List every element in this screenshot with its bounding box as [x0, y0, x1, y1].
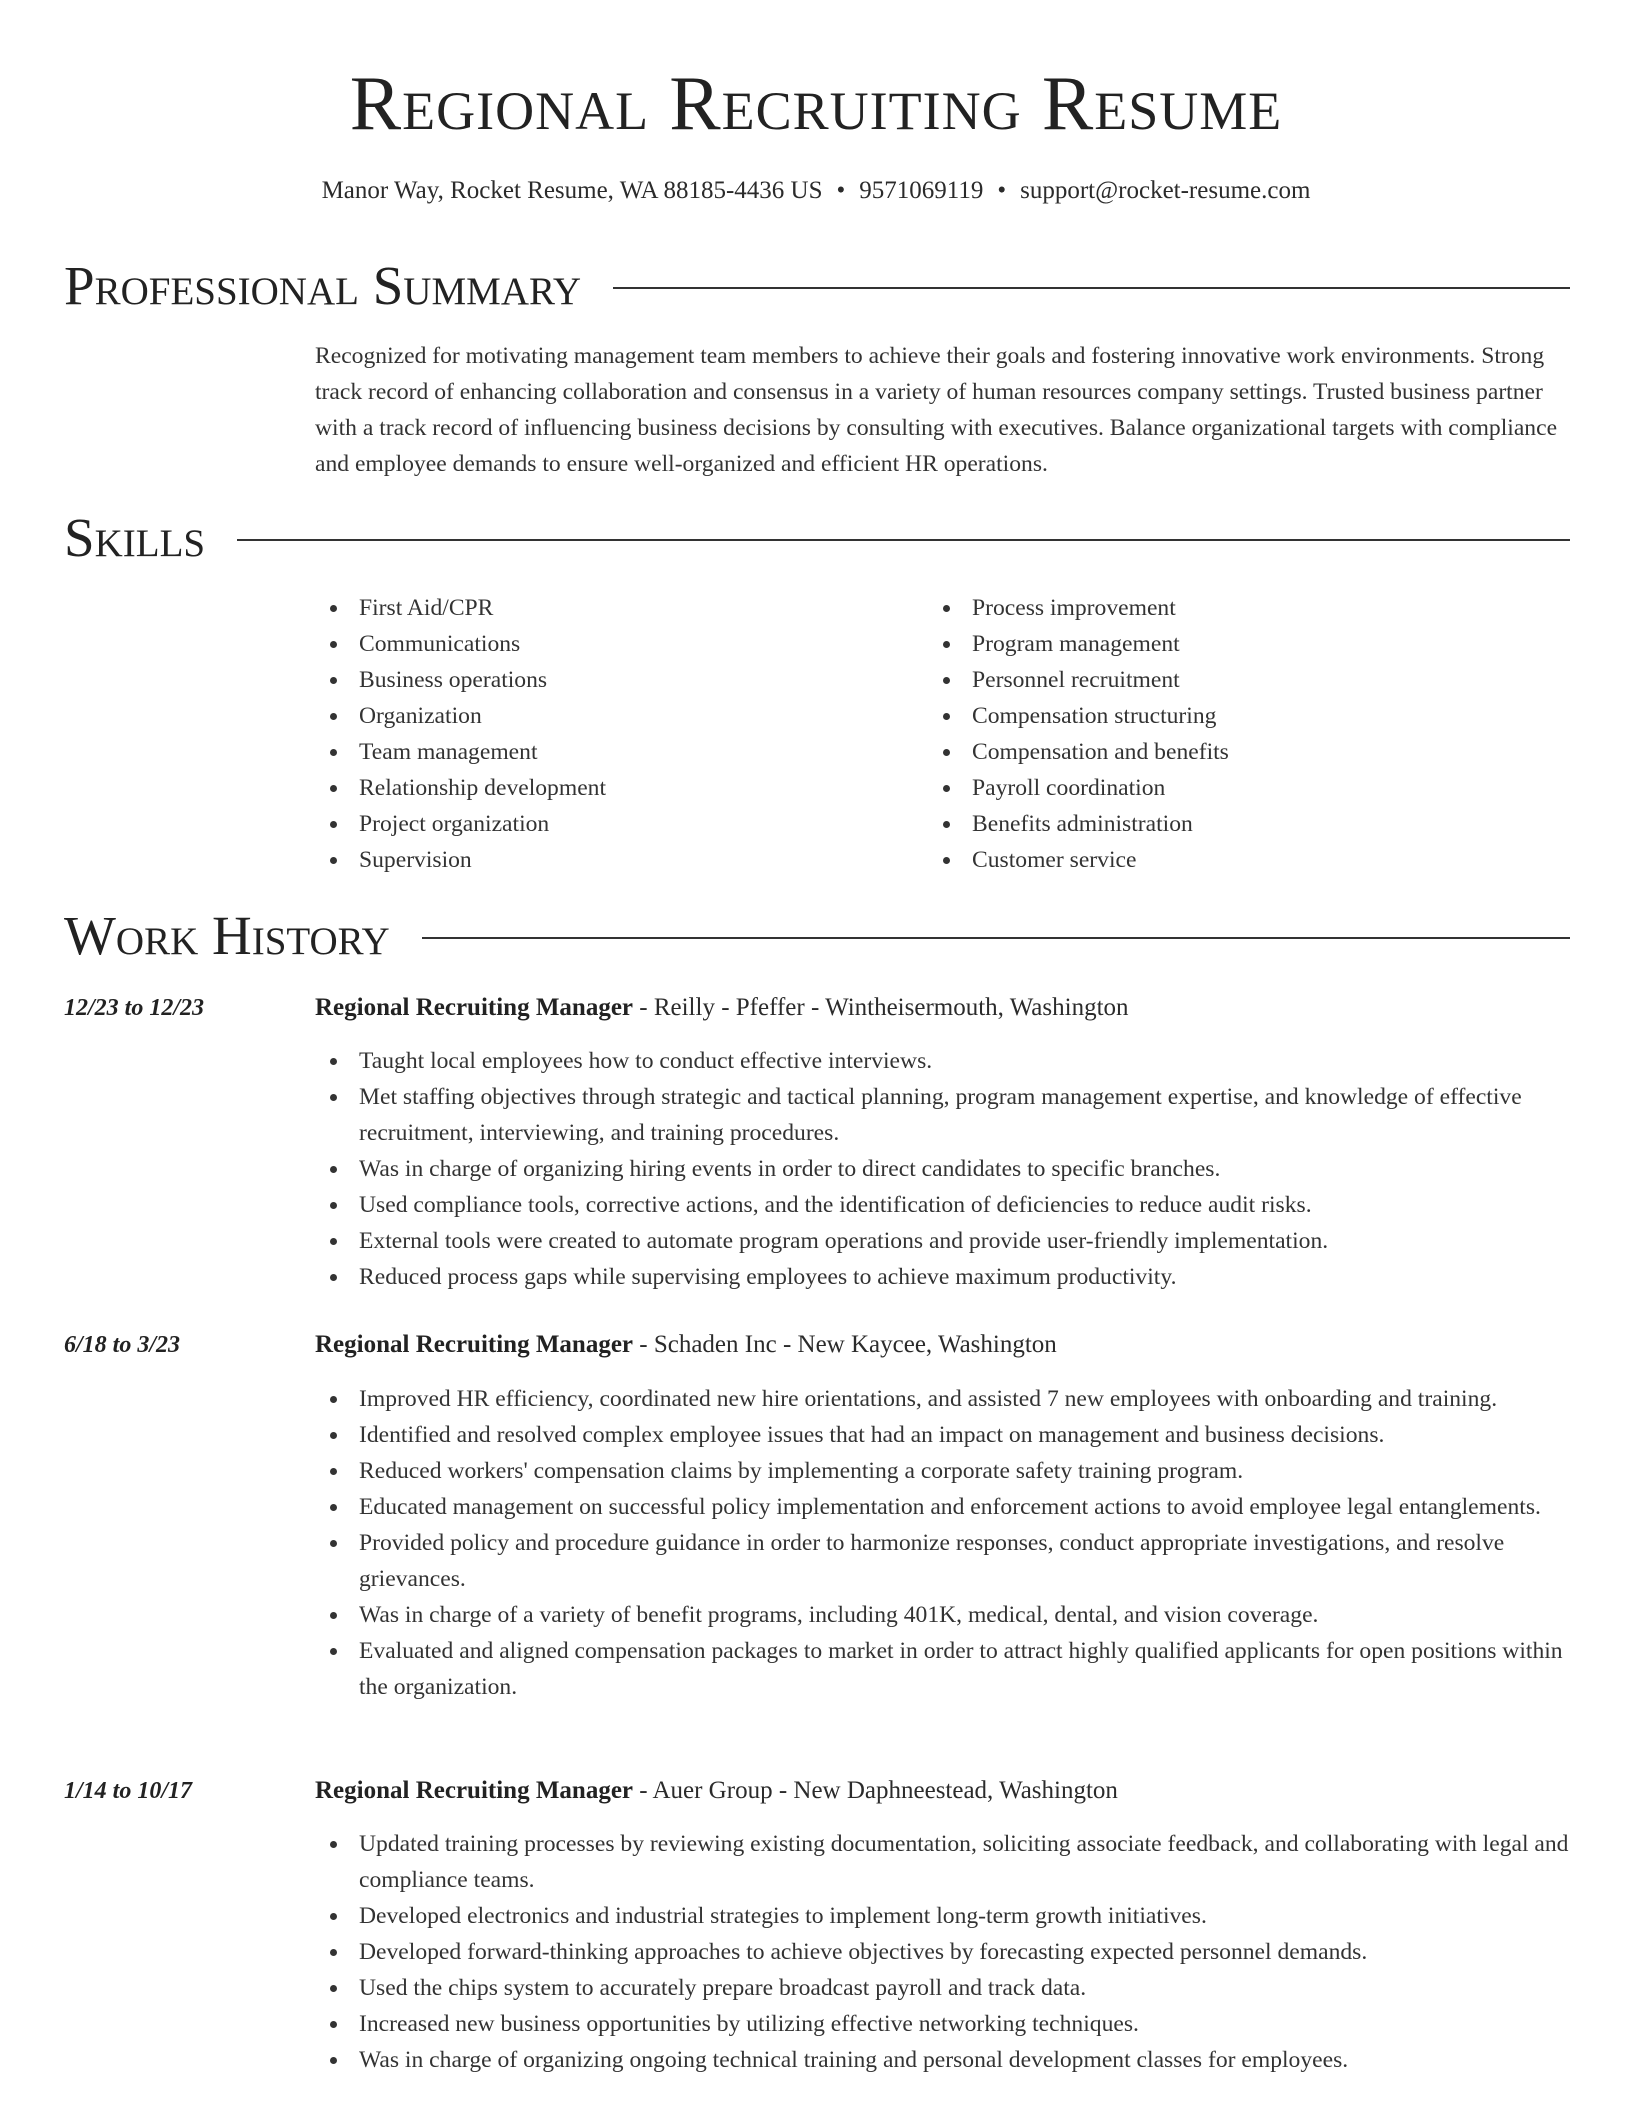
job-role: Regional Recruiting Manager	[315, 994, 634, 1021]
job-title-line	[315, 990, 1570, 1026]
job-company: - Reilly - Pfeffer - Wintheisermouth, Washington	[633, 994, 1129, 1021]
skill-item: Supervision	[315, 842, 915, 878]
section-divider	[613, 287, 1570, 289]
skill-item: Business operations	[315, 662, 915, 698]
work-history-heading: Work History	[64, 905, 390, 966]
summary-section-header	[64, 255, 1570, 317]
job-bullet: Increased new business opportunities by utilizing effective networking techniques.	[315, 2006, 1575, 2042]
summary-heading: Professional Summary	[64, 255, 582, 316]
job-bullet: Developed electronics and industrial strategies to implement long-term growth initiatives.	[315, 1898, 1575, 1934]
skills-heading: Skills	[64, 507, 206, 568]
skills-list-right	[928, 590, 1528, 878]
job-title-line	[315, 1327, 1570, 1363]
job-bullet: Was in charge of organizing ongoing technical training and personal development classes for employees.	[315, 2042, 1575, 2078]
job-bullet: Was in charge of organizing hiring events in order to direct candidates to specific branches.	[315, 1151, 1575, 1187]
skill-item: Team management	[315, 734, 915, 770]
job-bullets	[315, 1381, 1575, 1705]
skill-item: Organization	[315, 698, 915, 734]
job-company: - Auer Group - New Daphneestead, Washington	[633, 1777, 1118, 1804]
job-dates: 1/14 to 10/17	[64, 1778, 193, 1804]
contact-separator: •	[836, 177, 846, 204]
job-dates: 6/18 to 3/23	[64, 1332, 181, 1358]
skill-item: Compensation structuring	[928, 698, 1528, 734]
job-bullet: Educated management on successful policy implementation and enforcement actions to avoid employee legal entanglements.	[315, 1489, 1575, 1525]
skill-item: Process improvement	[928, 590, 1528, 626]
skills-section-header	[64, 507, 1570, 569]
job-bullet: Taught local employees how to conduct effective interviews.	[315, 1043, 1575, 1079]
skill-item: Compensation and benefits	[928, 734, 1528, 770]
summary-text: Recognized for motivating management team members to achieve their goals and fostering innovative work environments. Strong track record of enhancing collaboration and consensus in a variety of human resources company settings. Trusted business partner with a track record of influencing business decisions by consulting with executives. Balance organizational targets with compliance and employee demands to ensure well-organized and efficient HR operations.	[315, 343, 1558, 477]
skill-item: Program management	[928, 626, 1528, 662]
skill-item: Benefits administration	[928, 806, 1528, 842]
job-bullets	[315, 1826, 1575, 2078]
job-bullet: Used compliance tools, corrective actions, and the identification of deficiencies to reduce audit risks.	[315, 1187, 1575, 1223]
job-role: Regional Recruiting Manager	[315, 1777, 634, 1804]
job-bullet: Updated training processes by reviewing existing documentation, soliciting associate feedback, and collaborating with legal and compliance teams.	[315, 1826, 1575, 1898]
section-divider	[422, 937, 1570, 939]
job-dates: 12/23 to 12/23	[64, 995, 205, 1021]
skill-item: Communications	[315, 626, 915, 662]
section-divider	[237, 539, 1570, 541]
job-bullet: Used the chips system to accurately prepare broadcast payroll and track data.	[315, 1970, 1575, 2006]
skill-item: Project organization	[315, 806, 915, 842]
resume-title: Regional Recruiting Resume	[349, 60, 1283, 146]
contact-separator: •	[997, 177, 1007, 204]
job-bullet: Improved HR efficiency, coordinated new hire orientations, and assisted 7 new employees with onboarding and training.	[315, 1381, 1575, 1417]
skill-item: Customer service	[928, 842, 1528, 878]
job-bullet: Identified and resolved complex employee issues that had an impact on management and business decisions.	[315, 1417, 1575, 1453]
job-bullet: Met staffing objectives through strategic and tactical planning, program management expertise, and knowledge of effective recruitment, interviewing, and training procedures.	[315, 1079, 1575, 1151]
job-bullet: Provided policy and procedure guidance in order to harmonize responses, conduct appropriate investigations, and resolve grievances.	[315, 1525, 1575, 1597]
skill-item: Personnel recruitment	[928, 662, 1528, 698]
contact-email: support@rocket-resume.com	[1020, 177, 1311, 204]
job-title-line	[315, 1773, 1570, 1809]
contact-address: Manor Way, Rocket Resume, WA 88185-4436 US	[321, 177, 823, 204]
job-company: - Schaden Inc - New Kaycee, Washington	[633, 1331, 1057, 1358]
work-history-section-header	[64, 905, 1570, 967]
contact-phone: 9571069119	[859, 177, 984, 204]
contact-line	[0, 174, 1632, 208]
job-bullet: Developed forward-thinking approaches to achieve objectives by forecasting expected personnel demands.	[315, 1934, 1575, 1970]
skill-item: First Aid/CPR	[315, 590, 915, 626]
job-bullet: Was in charge of a variety of benefit programs, including 401K, medical, dental, and vision coverage.	[315, 1597, 1575, 1633]
job-bullet: Evaluated and aligned compensation packages to market in order to attract highly qualified applicants for open positions within the organization.	[315, 1633, 1575, 1705]
job-bullet: Reduced workers' compensation claims by implementing a corporate safety training program.	[315, 1453, 1575, 1489]
skill-item: Relationship development	[315, 770, 915, 806]
skills-list-left	[315, 590, 915, 878]
job-role: Regional Recruiting Manager	[315, 1331, 634, 1358]
skill-item: Payroll coordination	[928, 770, 1528, 806]
job-bullet: Reduced process gaps while supervising employees to achieve maximum productivity.	[315, 1259, 1575, 1295]
job-bullets	[315, 1043, 1575, 1295]
job-bullet: External tools were created to automate program operations and provide user-friendly implementation.	[315, 1223, 1575, 1259]
